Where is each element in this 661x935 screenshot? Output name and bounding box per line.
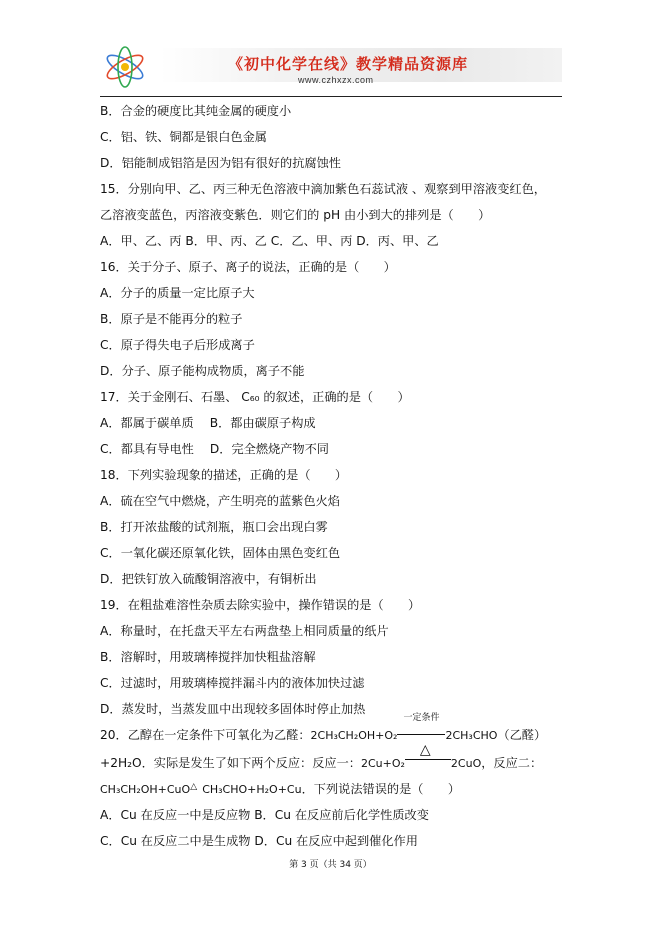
atom-logo-icon (102, 44, 148, 90)
question-line: 17．关于金刚石、石墨、 C₆₀ 的叙述，正确的是（ ） (100, 390, 410, 404)
option-line: D．把铁钉放入硫酸铜溶液中，有铜析出 (100, 572, 317, 586)
equation-products: 2CH₃CHO (445, 729, 498, 742)
question-20-line-3 (100, 776, 460, 802)
page-header (100, 40, 562, 98)
q20-text: ，反应二： (481, 756, 543, 770)
heat-triangle-icon: △ (190, 782, 198, 792)
question-line: 18．下列实验现象的描述，正确的是（ ） (100, 468, 348, 482)
equation-products: 2CuO (450, 757, 482, 770)
header-title: 《初中化学在线》教学精品资源库 (228, 55, 469, 73)
option-line: A．Cu 在反应一中是反应物 B．Cu 在反应前后化学性质改变 (100, 808, 429, 822)
option-line: A．称量时，在托盘天平左右两盘垫上相同质量的纸片 (100, 624, 389, 638)
question-20-line-2 (100, 742, 543, 776)
option-line: C．Cu 在反应二中是生成物 D．Cu 在反应中起到催化作用 (100, 834, 418, 848)
option-line: A．都属于碳单质 B．都由碳原子构成 (100, 416, 316, 430)
option-line: A．硫在空气中燃烧，产生明亮的蓝紫色火焰 (100, 494, 340, 508)
option-line: B．溶解时，用玻璃棒搅拌加快粗盐溶解 (100, 650, 316, 664)
q20-text: +2H₂O．实际是发生了如下两个反应：反应一： (100, 756, 361, 770)
q20-intro: 20．乙醇在一定条件下可氧化为乙醛： (100, 728, 311, 742)
option-line: C．过滤时，用玻璃棒搅拌漏斗内的液体加快过滤 (100, 676, 365, 690)
equation-products: CH₃CHO+H₂O+Cu (202, 783, 302, 796)
option-line: D．蒸发时，当蒸发皿中出现较多固体时停止加热 (100, 702, 366, 716)
option-line: D．分子、原子能构成物质，离子不能 (100, 364, 305, 378)
page-number: 第 3 页（共 34 页） (289, 860, 372, 870)
equation-reactants: 2Cu+O₂ (360, 757, 405, 770)
equation-reactants: 2CH₃CH₂OH+O₂ (310, 729, 398, 742)
option-line: C．一氧化碳还原氧化铁，固体由黑色变红色 (100, 546, 341, 560)
heat-condition (405, 742, 451, 769)
q20-note: （乙醛） (497, 728, 547, 742)
option-line: B．原子是不能再分的粒子 (100, 312, 243, 326)
equation-reactants: CH₃CH₂OH+CuO (100, 783, 191, 796)
option-line: A．甲、乙、丙 B．甲、丙、乙 C．乙、甲、丙 D．丙、甲、乙 (100, 234, 439, 248)
question-line: 16．关于分子、原子、离子的说法，正确的是（ ） (100, 260, 396, 274)
text-line: C．铝、铁、铜都是银白色金属 (100, 130, 267, 144)
heat-condition (190, 776, 202, 804)
option-line: C．都具有导电性 D．完全燃烧产物不同 (100, 442, 329, 456)
header-divider (100, 96, 562, 97)
text-line: D．铝能制成铝箔是因为铝有很好的抗腐蚀性 (100, 156, 341, 170)
option-line: B．打开浓盐酸的试剂瓶，瓶口会出现白雾 (100, 520, 328, 534)
q20-text: ．下列说法错误的是（ ） (301, 782, 461, 796)
header-url[interactable]: www.czhxzx.com (298, 75, 374, 85)
text-line: 乙溶液变蓝色，丙溶液变紫色．则它们的 pH 由小到大的排列是（ ） (100, 208, 491, 222)
question-line: 19．在粗盐难溶性杂质去除实验中，操作错误的是（ ） (100, 598, 421, 612)
heat-triangle-icon: △ (419, 742, 431, 758)
text-line: B．合金的硬度比其纯金属的硬度小 (100, 104, 292, 118)
option-line: C．原子得失电子后形成离子 (100, 338, 255, 352)
reaction-condition: 一定条件 (397, 722, 445, 748)
question-20-line-1 (100, 713, 547, 748)
question-line: 15．分别向甲、乙、丙三种无色溶液中滴加紫色石蕊试液 、观察到甲溶液变红色， (100, 182, 546, 196)
option-line: A．分子的质量一定比原子大 (100, 286, 255, 300)
